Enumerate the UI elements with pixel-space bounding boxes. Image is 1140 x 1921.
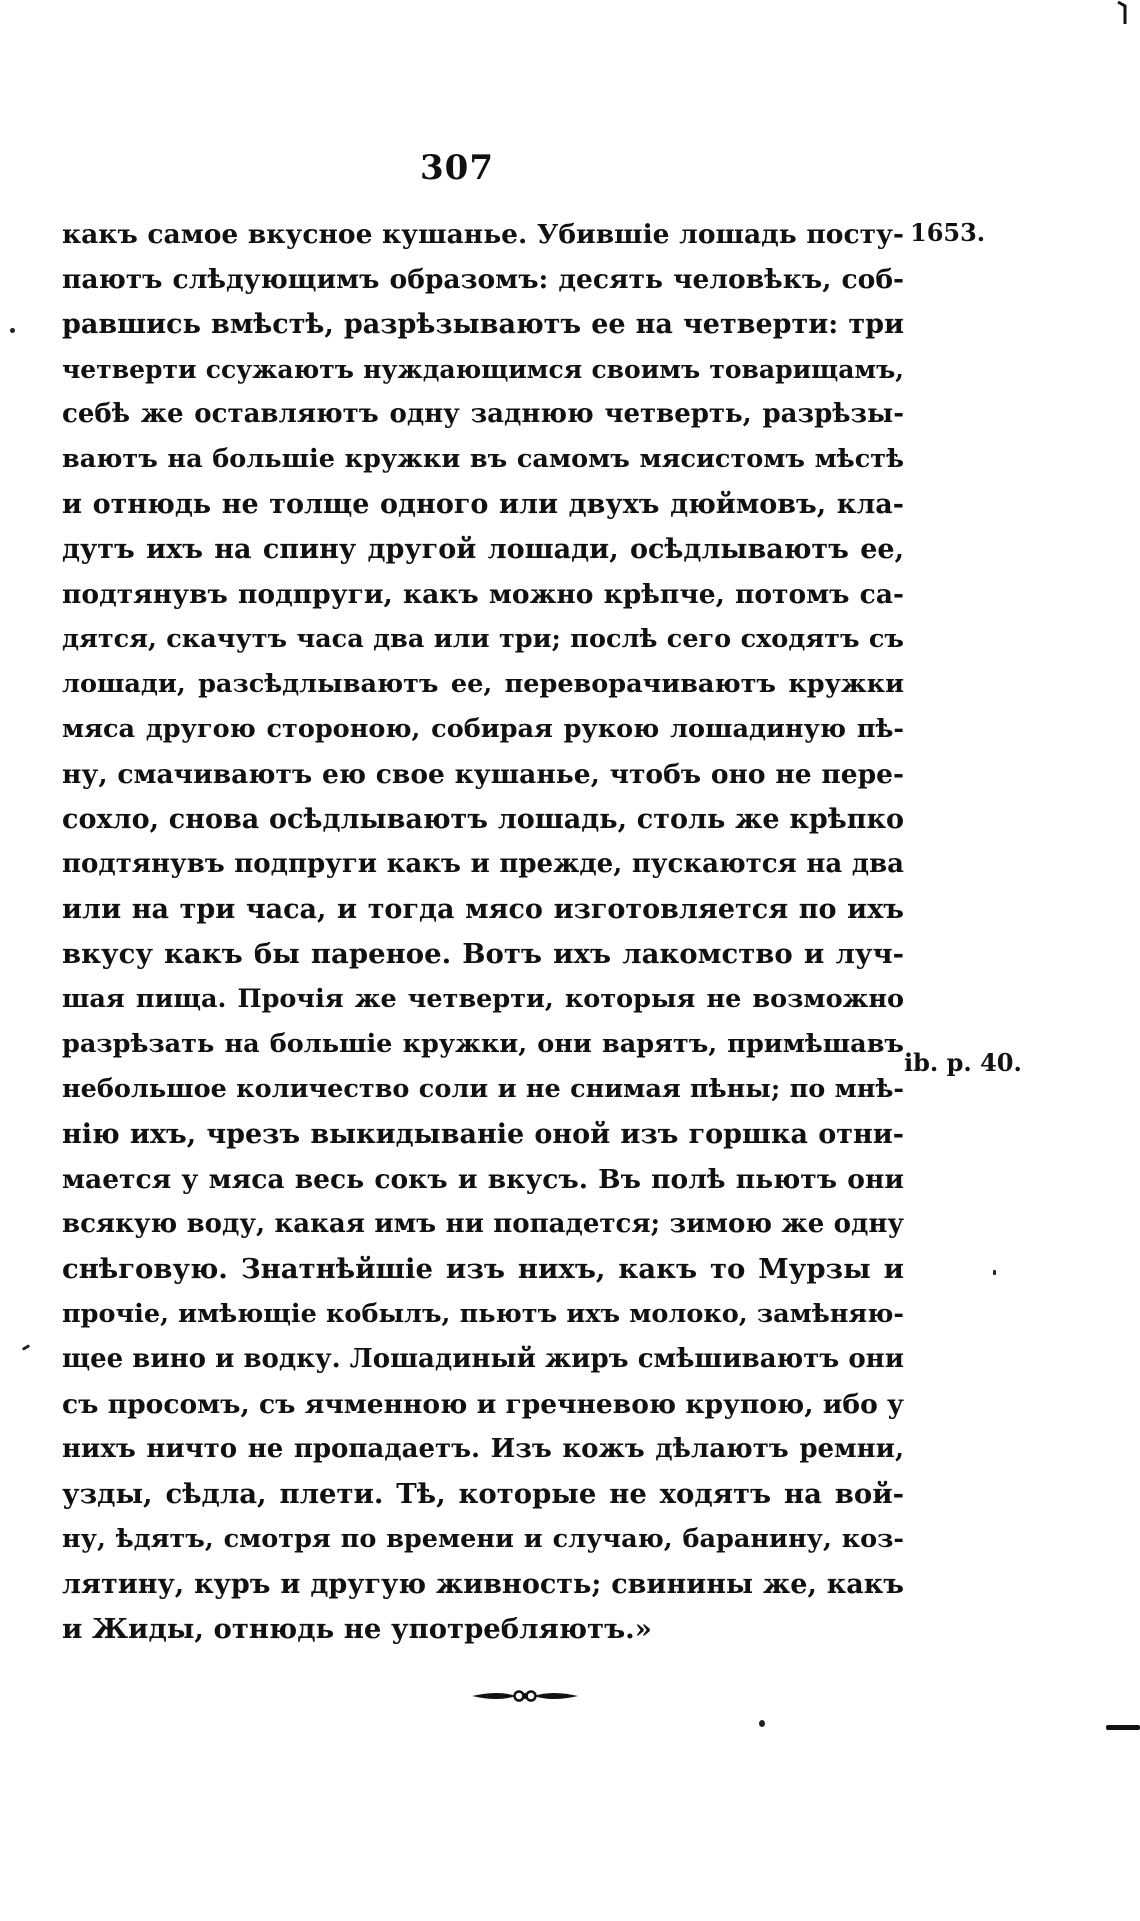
text-line: и отнюдь не толще одного или двухъ дюймовъ, кла- [62,489,904,520]
page-number: 307 [420,148,494,188]
text-line: и Жиды, отнюдь не употребляютъ.» [62,1613,652,1645]
text-line: нихъ ничто не пропадаетъ. Изъ кожъ дѣлаютъ ремни, [62,1434,904,1464]
text-line: узды, сѣдла, плети. Тѣ, которые не ходятъ на вой- [62,1478,904,1510]
text-line: равшись вмѣстѣ, разрѣзываютъ ее на четверти: три [62,309,904,340]
text-line: шая пища. Прочія же четверти, которыя не возможно [62,984,904,1014]
text-line: дятся, скачутъ часа два или три; послѣ сего сходятъ съ [62,624,904,654]
margin-note-year: 1653. [910,218,986,247]
text-line: щее вино и водку. Лошадиный жиръ смѣшиваютъ они [62,1344,904,1374]
text-line: ваютъ на большіе кружки въ самомъ мясистомъ мѣстѣ [62,444,904,474]
ink-speck [10,328,15,333]
corner-scan-mark [1116,0,1130,26]
text-line: всякую воду, какая имъ ни попадется; зимою же одну [62,1209,904,1239]
text-line: подтянувъ подпруги какъ и прежде, пускаются на два [62,849,904,879]
text-line: лошади, разсѣдлываютъ ее, переворачиваютъ кружки [62,669,904,699]
text-line: мяса другою стороною, собирая рукою лошадиную пѣ- [62,714,904,744]
text-line: съ просомъ, съ ячменною и гречневою крупою, ибо у [62,1389,904,1420]
text-line: сохло, снова осѣдлываютъ лошадь, столь же крѣпко [62,804,904,835]
text-line: четверти ссужаютъ нуждающимся своимъ товарищамъ, [62,355,904,384]
text-line: мается у мяса весь сокъ и вкусъ. Въ полѣ пьютъ они [62,1164,904,1195]
text-line: дутъ ихъ на спину другой лошади, осѣдлываютъ ее, [62,534,904,565]
text-line: небольшое количество соли и не снимая пѣны; по мнѣ- [62,1074,904,1104]
text-line: ну, смачиваютъ ею свое кушанье, чтобъ оно не пере- [62,759,904,790]
text-line: разрѣзать на большіе кружки, они варятъ, примѣшавъ [62,1029,904,1059]
text-line: прочіе, имѣющіе кобылъ, пьютъ ихъ молоко, замѣняю- [62,1299,904,1329]
edge-mark [1106,1725,1140,1730]
text-line: лятину, куръ и другую живность; свинины же, какъ [62,1569,904,1600]
text-line: или на три часа, и тогда мясо изготовляется по ихъ [62,894,904,925]
ink-speck [993,1270,996,1275]
text-line: себѣ же оставляютъ одну заднюю четверть, разрѣзы- [62,399,904,429]
text-line: подтянувъ подпруги, какъ можно крѣпче, потомъ са- [62,579,904,610]
text-line: ну, ѣдятъ, смотря по времени и случаю, баранину, коз- [62,1524,904,1554]
body-text [62,212,904,1652]
text-line: нію ихъ, чрезъ выкидываніе оной изъ горшка отни- [62,1119,904,1150]
margin-note-reference: ib. p. 40. [904,1048,1022,1077]
text-line: вкусу какъ бы пареное. Вотъ ихъ лакомство и луч- [62,938,904,970]
text-line: снѣговую. Знатнѣйшіе изъ нихъ, какъ то Мурзы и [62,1253,904,1285]
text-line: какъ самое вкусное кушанье. Убившіе лошадь посту- [62,219,904,250]
ink-speck [759,1720,765,1727]
ink-speck [22,1344,30,1351]
end-ornament [470,1686,580,1706]
text-line: паютъ слѣдующимъ образомъ: десять человѣкъ, соб- [62,264,904,295]
